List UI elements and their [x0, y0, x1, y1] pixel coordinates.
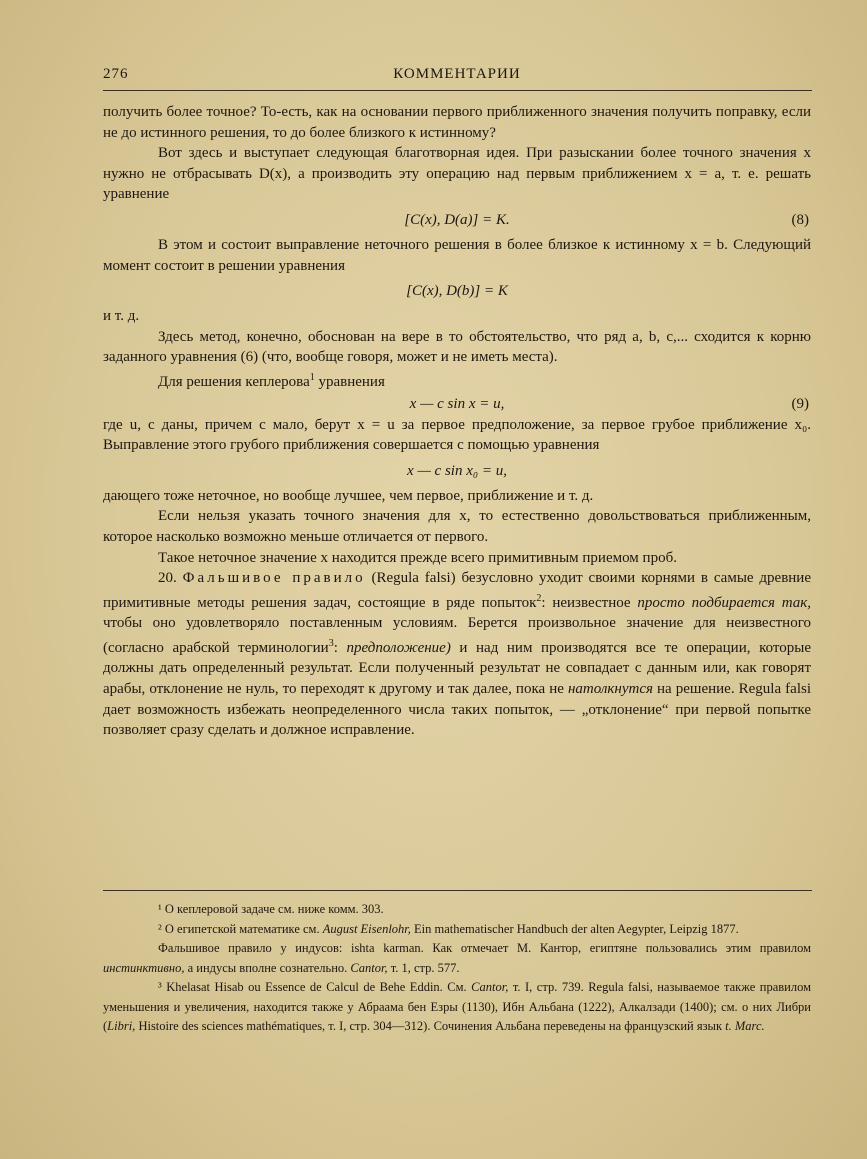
- header-rule: [103, 90, 812, 91]
- equation-b: [103, 276, 811, 306]
- text-span: чтобы оно удовлетворяло поставленным условиям. Берется произвольное значение для неизвестного (согласно арабской терминологии: [103, 615, 811, 656]
- text-span: : неизвестное: [541, 594, 638, 611]
- text-span: и над ним производятся все те операции, которые должны дать определенный результат. Если полученный результат не совпадает с данным или, как говорят арабы, отклонение не нуль, то переходят к другому и так далее, пока не: [103, 639, 811, 698]
- text-span: :: [333, 639, 347, 656]
- text-span: ³ Khelasat Hisab ou Essence de Calcul de Behe Eddin. См.: [158, 980, 472, 994]
- footnote-2-cont: [103, 939, 811, 978]
- footnote-1: ¹ О кеплеровой задаче см. ниже комм. 303.: [158, 902, 384, 916]
- text-span: Ein mathematischer Handbuch der alten Aegypter, Leipzig 1877.: [410, 921, 739, 936]
- footnotes: [103, 900, 811, 1037]
- paragraph: В этом и состоит выправление неточного решения в более близкое к истинному x = b. Следующий момент состоит в решении уравнения: [103, 236, 811, 274]
- paragraph: [103, 368, 811, 393]
- equation-number: (8): [791, 211, 809, 228]
- footnote-2: [103, 920, 811, 940]
- equation-8: [103, 205, 811, 235]
- text-span: ² О египетской математике см.: [158, 921, 323, 936]
- footnote-ref[interactable]: 3: [328, 637, 334, 649]
- paragraph: дающего тоже неточное, но вообще лучшее, чем первое, приближение и т. д.: [103, 487, 594, 504]
- italic-phrase: просто подбирается так,: [637, 594, 812, 611]
- author-name: Cantor,: [350, 960, 388, 975]
- text-span: т. 1, стр. 577.: [387, 960, 460, 975]
- text-span: (Regula falsi) безусловно уходит своими корнями в самые древние примитивные методы решения задач, состоящие в ряде попыток: [103, 570, 811, 611]
- section-heading: Фальшивое правило: [182, 570, 366, 587]
- paragraph: и т. д.: [103, 308, 140, 325]
- footnote-ref[interactable]: 1: [309, 371, 315, 383]
- paragraph: Вот здесь и выступает следующая благотворная идея. При разыскании более точного значения x нужно не отбрасывать D(x), а производить эту операцию над первым приближением x = a, т. е. решать уравнение: [103, 145, 811, 203]
- section-number: 20.: [158, 570, 177, 587]
- equation-number: (9): [791, 395, 809, 412]
- running-title: КОММЕНТАРИИ: [393, 66, 521, 82]
- author-name: Cantor,: [471, 980, 509, 994]
- paragraph: Такое неточное значение x находится прежде всего примитивным приемом проб.: [158, 549, 677, 566]
- equation-text: [C(x), D(a)] = K.: [404, 211, 510, 228]
- italic-phrase: натолкнутся: [567, 681, 653, 698]
- paragraph: Если нельзя указать точного значения для x, то естественно довольствоваться приближенным, которое насколько возможно меньше отличается от первого.: [103, 508, 811, 545]
- equation-text: x — c sin x = u,: [409, 395, 505, 412]
- paragraph: Здесь метод, конечно, обоснован на вере в то обстоятельство, что ряд a, b, c,... сходится к корню заданного уравнения (6) (что, вообще говоря, может и не иметь места).: [103, 328, 811, 366]
- equation-text: [C(x), D(b)] = K: [406, 283, 508, 300]
- equation-9: [103, 393, 811, 415]
- paragraph: где u, c даны, причем c мало, берут x = u за первое предположение, за первое грубое приближение x₀. Выправление этого грубого приближения совершается с помощью уравнения: [103, 416, 811, 454]
- text-span: Фальшивое правило у индусов: ishta karman. Как отмечает М. Кантор, египтяне пользовались этим правилом: [158, 941, 811, 955]
- italic-phrase: предположение): [346, 639, 451, 656]
- equation-text: x — c sin x₀ = u,: [407, 462, 507, 479]
- paragraph-regula-falsi: [103, 568, 811, 741]
- italic-phrase: инстинктивно,: [103, 960, 185, 975]
- author-name: August Eisenlohr,: [322, 921, 411, 936]
- footnote-ref[interactable]: 2: [536, 592, 542, 604]
- text-span: Для решения кеплерова: [158, 373, 310, 390]
- main-text: [103, 102, 811, 741]
- footnote-rule: [103, 890, 812, 891]
- text-span: а индусы вполне сознательно.: [184, 960, 351, 975]
- text-span: уравнения: [314, 373, 385, 390]
- text-span: на решение. Regula falsi дает возможность избежать неопределенного числа таких попыток, — „отклонение“ при первой попытке позволяет сразу сделать и должное исправление.: [103, 681, 811, 739]
- equation-10: [103, 456, 811, 486]
- footnote-3: [103, 978, 811, 1037]
- page-header: [103, 66, 811, 88]
- text-span: Histoire des sciences mathématiques, т. I, стр. 304—312). Сочинения Альбана переведены на французский язык: [135, 1019, 726, 1033]
- author-name: Libri,: [107, 1019, 136, 1033]
- paragraph: получить более точное? То-есть, как на основании первого приближенного значения получить поправку, если не до истинного решения, то до более близкого к истинному?: [103, 104, 811, 141]
- page-number: 276: [103, 66, 129, 82]
- text-span: т. I, стр. 739. Regula falsi, называемое также правилом уменьшения и увеличения, находится также у Абраама бен Езры (1130), Ибн Альбана (1222), Алкалзади (1400); см. о них Либри (: [103, 980, 812, 1033]
- author-name: t. Marc.: [725, 1019, 765, 1033]
